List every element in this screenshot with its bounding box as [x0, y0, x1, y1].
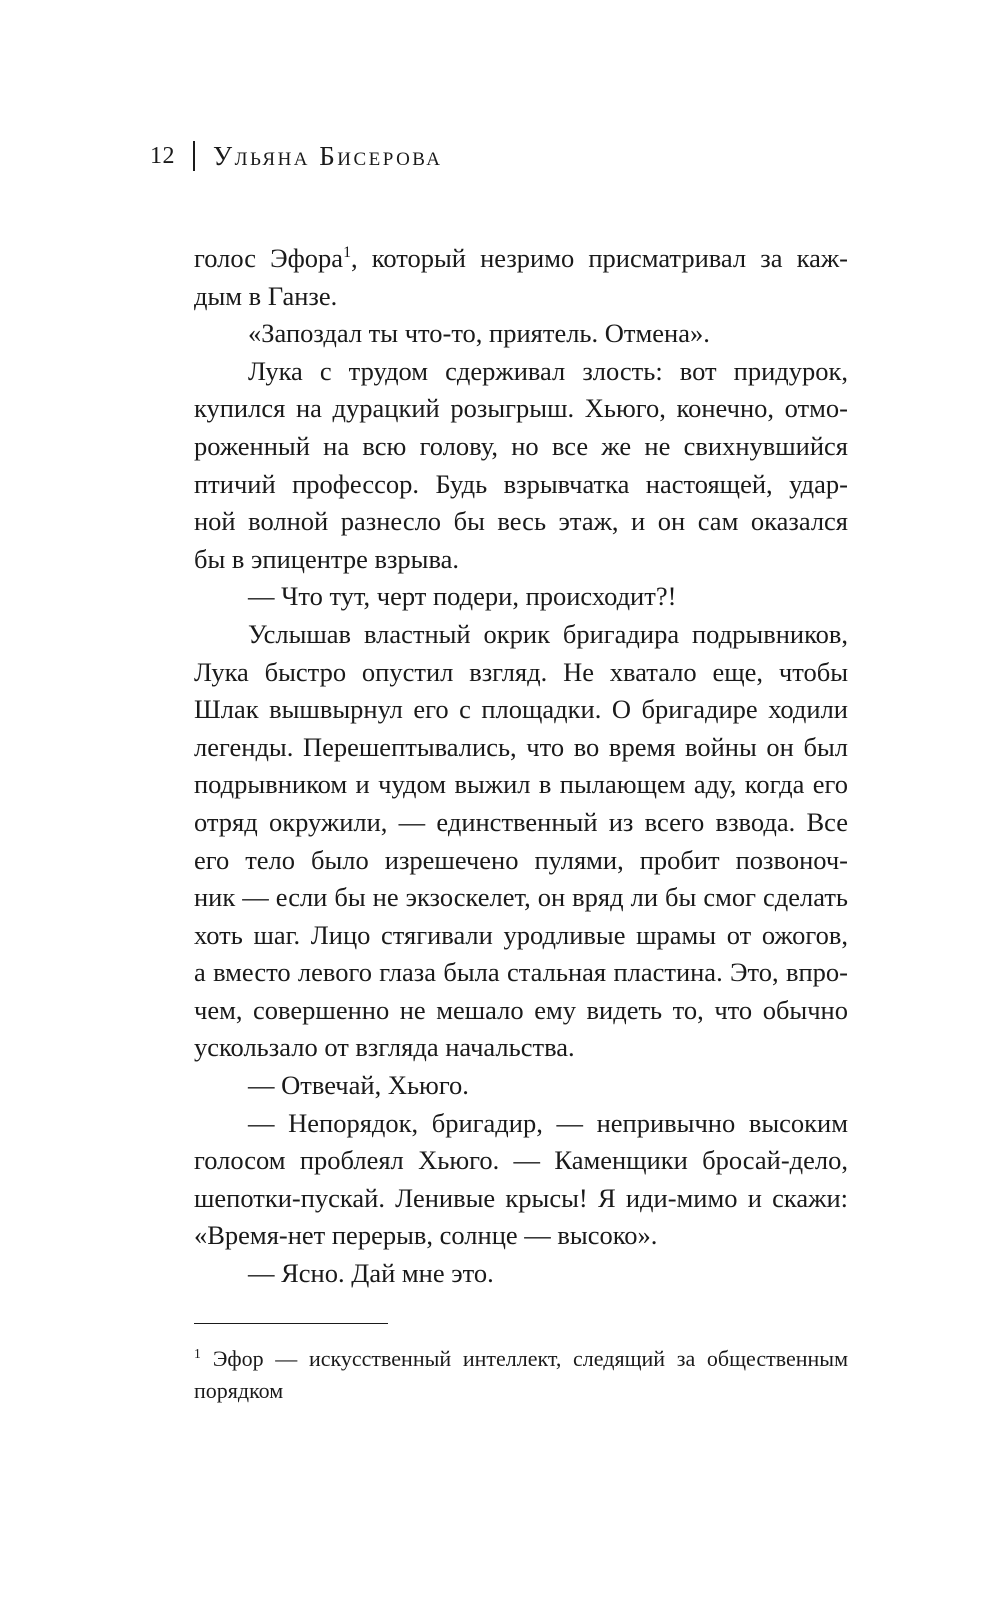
text-line: — Непорядок, бригадир, — непривычно высоким — [248, 1107, 848, 1138]
author-name: Ульяна Бисерова — [213, 140, 443, 171]
text-line: подрывником и чудом выжил в пылающем аду, когда его — [194, 769, 848, 800]
text-line: роженный на всю голову, но все же не свихнувшийся — [194, 430, 848, 461]
text-line: а вместо левого глаза была стальная пластина. Это, впро- — [194, 957, 848, 988]
page-number: 12 — [150, 142, 175, 169]
text-line: «Запоздал ты что-то, приятель. Отмена». — [248, 318, 710, 349]
text-line: хоть шаг. Лицо стягивали уродливые шрамы от ожогов, — [194, 919, 848, 950]
footnote-reference: 1 — [343, 244, 352, 262]
text-line: Шлак вышвырнул его с площадки. О бригадире ходили — [194, 694, 848, 725]
footnote-line: порядком — [194, 1378, 284, 1403]
text-line: птичий профессор. Будь взрывчатка настоящей, удар- — [194, 468, 848, 499]
text-line: Лука быстро опустил взгляд. Не хватало еще, чтобы — [194, 656, 848, 687]
header-divider — [193, 141, 195, 171]
text-line: легенды. Перешептывались, что во время войны он был — [194, 731, 848, 762]
text-line: голос Эфора$^1$, который незримо присматривал за каж- — [194, 243, 848, 273]
text-line: ной волной разнесло бы весь этаж, и он сам оказался — [194, 506, 848, 537]
text-line: ускользало от взгляда начальства. — [194, 1032, 575, 1063]
footnote-marker: 1 — [194, 1345, 201, 1361]
text-line: шепотки-пускай. Ленивые крысы! Я иди-мимо и скажи: — [194, 1182, 848, 1213]
text-line: — Что тут, черт подери, происходит?! — [248, 581, 677, 612]
footnote-line: $^1$ Эфор — искусственный интеллект, следящий за общественным — [194, 1345, 848, 1371]
text-line: бы в эпицентре взрыва. — [194, 543, 460, 574]
text-line: — Отвечай, Хьюго. — [248, 1070, 469, 1101]
text-line: Лука с трудом сдерживал злость: вот придурок, — [248, 355, 848, 386]
text-line: купился на дурацкий розыгрыш. Хьюго, конечно, отмо- — [194, 393, 848, 424]
text-line: Услышав властный окрик бригадира подрывников, — [248, 618, 848, 649]
running-head — [150, 136, 443, 176]
text-line: «Время-нет перерыв, солнце — высоко». — [194, 1220, 658, 1251]
footnote — [194, 1343, 848, 1407]
body-text — [194, 240, 848, 1293]
text-line: отряд окружили, — единственный из всего взвода. Все — [194, 806, 848, 837]
text-line: голосом проблеял Хьюго. — Каменщики бросай-дело, — [194, 1145, 848, 1176]
text-line: — Ясно. Дай мне это. — [248, 1258, 494, 1289]
footnote-separator — [194, 1323, 388, 1324]
text-line: чем, совершенно не мешало ему видеть то, что обычно — [194, 994, 848, 1025]
text-line: его тело было изрешечено пулями, пробит позвоноч- — [194, 844, 848, 875]
text-line: дым в Ганзе. — [194, 280, 338, 311]
text-line: ник — если бы не экзоскелет, он вряд ли бы смог сделать — [194, 882, 848, 913]
